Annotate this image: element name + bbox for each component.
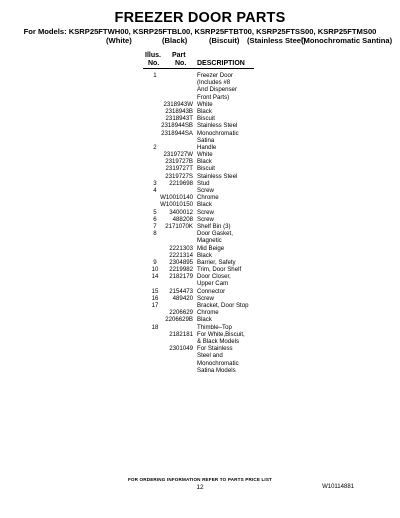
- part-number: 2171070K: [165, 222, 193, 230]
- table-row: [0, 108, 400, 115]
- part-description: Screw: [197, 294, 214, 302]
- part-description: Black: [197, 316, 212, 324]
- table-row: [0, 324, 400, 331]
- illus-number: 8: [153, 230, 157, 238]
- table-row: [0, 309, 400, 316]
- illus-number: 3: [153, 179, 157, 187]
- table-row: [0, 122, 400, 129]
- table-row: [0, 367, 400, 374]
- part-description: Satina: [197, 136, 215, 144]
- part-number: 2318944SB: [161, 122, 193, 130]
- page-title: FREEZER DOOR PARTS: [114, 10, 286, 26]
- part-description: For White,Biscuit,: [197, 330, 245, 338]
- part-description: Upper Cam: [197, 280, 229, 288]
- part-number: 2301049: [169, 345, 193, 353]
- header-illus-bottom: No.: [148, 60, 160, 67]
- header-part-top: Part: [172, 52, 186, 59]
- table-row: [0, 79, 400, 86]
- part-description: Biscuit: [197, 165, 215, 173]
- part-description: Satina Models: [197, 366, 236, 374]
- table-row: [0, 101, 400, 108]
- table-row: [0, 360, 400, 367]
- document-id: W10114881: [322, 484, 354, 490]
- table-row: [0, 338, 400, 345]
- part-description: Screw: [197, 187, 214, 194]
- part-number: 2319727S: [165, 172, 193, 180]
- part-number: 2318943B: [165, 107, 193, 115]
- part-description: Thimble–Top: [197, 323, 232, 331]
- part-number: 2304895: [169, 258, 193, 266]
- variant-monochromatic-santina: (Monochromatic Santina): [301, 36, 393, 45]
- illus-number: 1: [153, 72, 157, 79]
- part-description: Door Closer,: [197, 273, 231, 281]
- part-description: (Includes #8: [197, 79, 231, 87]
- part-number: 2219698: [169, 179, 193, 187]
- table-row: [0, 201, 400, 208]
- table-row: [0, 151, 400, 158]
- illus-number: 15: [151, 287, 159, 295]
- table-row: [0, 345, 400, 352]
- part-description: White: [197, 100, 213, 108]
- part-description: White: [197, 151, 213, 159]
- table-row: [0, 352, 400, 359]
- table-row: [0, 137, 400, 144]
- part-number: 2219982: [169, 266, 193, 274]
- variant-stainless-steel: (Stainless Steel): [247, 36, 306, 45]
- part-description: Stud: [197, 179, 210, 187]
- part-number: 2182179: [169, 273, 193, 281]
- part-number: 2182181: [169, 330, 193, 338]
- illus-number: 9: [153, 258, 157, 266]
- part-description: Stainless Steel: [197, 122, 238, 130]
- table-row: [0, 273, 400, 280]
- part-number: 2319727T: [165, 165, 193, 173]
- table-row: [0, 187, 400, 194]
- illus-number: 2: [153, 143, 157, 151]
- illus-number: 4: [153, 187, 157, 194]
- table-row: [0, 280, 400, 287]
- part-description: And Dispenser: [197, 86, 237, 94]
- table-row: [0, 165, 400, 172]
- header-illus-top: Illus.: [145, 52, 161, 59]
- table-row: [0, 86, 400, 93]
- part-number: 2206629: [169, 309, 193, 317]
- table-row: [0, 331, 400, 338]
- part-description: Steel and: [197, 352, 223, 360]
- part-description: Front Parts): [197, 93, 230, 101]
- parts-list: [0, 72, 400, 374]
- table-row: [0, 259, 400, 266]
- part-description: Screw: [197, 215, 214, 223]
- part-number: 488208: [172, 215, 193, 223]
- illus-number: 10: [151, 266, 159, 274]
- table-row: [0, 194, 400, 201]
- illus-number: 14: [151, 273, 159, 281]
- table-row: [0, 295, 400, 302]
- table-row: [0, 288, 400, 295]
- models-line: For Models: KSRP25FTWH00, KSRP25FTBL00, KSRP25FTBT00, KSRP25FTSS00, KSRP25FTMS00: [23, 27, 377, 36]
- table-row: [0, 72, 400, 79]
- part-description: Black: [197, 251, 212, 259]
- table-row: [0, 230, 400, 237]
- table-row: [0, 223, 400, 230]
- table-row: [0, 180, 400, 187]
- header-description: DESCRIPTION: [197, 60, 245, 67]
- part-number: 2319727B: [165, 158, 193, 166]
- part-description: Monochromatic: [197, 359, 239, 367]
- part-description: Freezer Door: [197, 72, 233, 79]
- part-description: Handle: [197, 143, 217, 151]
- table-row: [0, 316, 400, 323]
- table-row: [0, 130, 400, 137]
- page-number: 12: [196, 484, 204, 491]
- illus-number: 5: [153, 208, 157, 216]
- part-number: W10010150: [160, 201, 193, 209]
- part-description: Trim, Door Shelf: [197, 266, 242, 274]
- table-row: [0, 115, 400, 122]
- part-description: Barrier, Safety: [197, 258, 236, 266]
- table-row: [0, 144, 400, 151]
- part-description: Shelf Bin (3): [197, 222, 231, 230]
- header-rule: [143, 68, 254, 69]
- part-description: Black: [197, 158, 212, 166]
- part-number: W10010140: [160, 194, 193, 202]
- illus-number: 17: [151, 302, 159, 309]
- header-part-bottom: No.: [175, 60, 187, 67]
- variant-white: (White): [106, 36, 132, 45]
- part-number: 489420: [172, 294, 193, 302]
- table-row: [0, 94, 400, 101]
- part-number: 2154473: [169, 287, 193, 295]
- illus-number: 6: [153, 215, 157, 223]
- part-number: 2221314: [169, 251, 193, 259]
- illus-number: 16: [151, 294, 159, 302]
- table-row: [0, 245, 400, 252]
- variant-biscuit: (Biscuit): [209, 36, 240, 45]
- variant-black: (Black): [162, 36, 188, 45]
- table-row: [0, 302, 400, 309]
- part-description: Monochromatic: [197, 129, 239, 137]
- illus-number: 18: [151, 323, 159, 331]
- part-description: Magnetic: [197, 237, 222, 245]
- part-description: & Black Models: [197, 337, 239, 345]
- part-number: 2206629B: [165, 316, 193, 324]
- table-row: [0, 266, 400, 273]
- part-number: 2318944SA: [161, 129, 193, 137]
- part-number: 2319727W: [163, 151, 193, 159]
- table-row: [0, 209, 400, 216]
- ordering-note: FOR ORDERING INFORMATION REFER TO PARTS PRICE LIST: [127, 477, 273, 482]
- part-number: 2221303: [169, 244, 193, 252]
- part-description: Bracket, Door Stop: [197, 302, 249, 309]
- table-row: [0, 173, 400, 180]
- part-description: Black: [197, 201, 212, 209]
- part-description: Stainless Steel: [197, 172, 238, 180]
- part-description: Black: [197, 107, 212, 115]
- part-description: Chrome: [197, 194, 219, 202]
- table-row: [0, 158, 400, 165]
- part-description: Door Gasket,: [197, 230, 233, 238]
- part-description: For Stainless: [197, 345, 233, 353]
- part-description: Mid Beige: [197, 244, 225, 252]
- part-description: Connector: [197, 287, 226, 295]
- part-number: 2318943T: [165, 115, 193, 123]
- part-number: 3400012: [169, 208, 193, 216]
- table-row: [0, 216, 400, 223]
- table-row: [0, 252, 400, 259]
- part-description: Screw: [197, 208, 214, 216]
- table-row: [0, 237, 400, 244]
- part-description: Biscuit: [197, 115, 215, 123]
- part-description: Chrome: [197, 309, 219, 317]
- illus-number: 7: [153, 222, 157, 230]
- part-number: 2318943W: [163, 100, 193, 108]
